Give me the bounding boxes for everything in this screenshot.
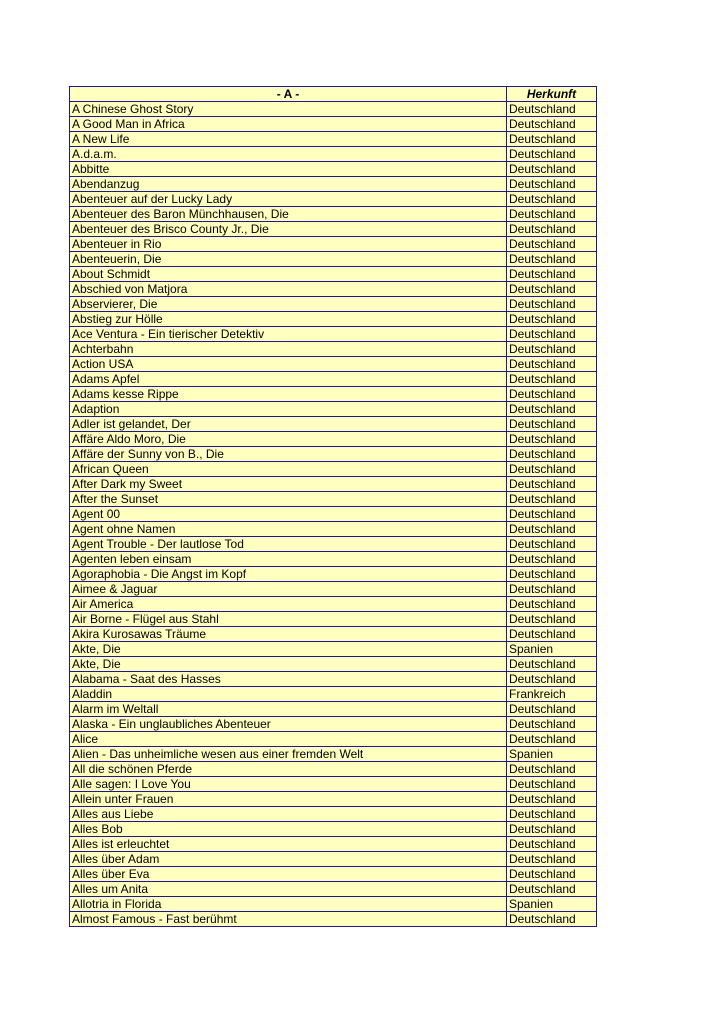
origin-cell: Deutschland: [507, 657, 597, 672]
table-row: [70, 492, 597, 507]
origin-cell: Deutschland: [507, 222, 597, 237]
film-title-cell: Agoraphobia - Die Angst im Kopf: [70, 567, 507, 582]
film-title-cell: Aimee & Jaguar: [70, 582, 507, 597]
table-row: [70, 372, 597, 387]
film-title-cell: Alabama - Saat des Hasses: [70, 672, 507, 687]
table-row: [70, 252, 597, 267]
film-title-cell: Adams Apfel: [70, 372, 507, 387]
table-row: [70, 357, 597, 372]
film-title-cell: Allein unter Frauen: [70, 792, 507, 807]
film-title-cell: Agent Trouble - Der lautlose Tod: [70, 537, 507, 552]
table-row: [70, 552, 597, 567]
table-row: [70, 717, 597, 732]
table-row: [70, 537, 597, 552]
table-row: [70, 867, 597, 882]
film-title-cell: Akte, Die: [70, 642, 507, 657]
film-title-cell: Alle sagen: I Love You: [70, 777, 507, 792]
film-title-cell: Alice: [70, 732, 507, 747]
table-row: [70, 762, 597, 777]
origin-cell: Deutschland: [507, 807, 597, 822]
film-title-cell: Alles um Anita: [70, 882, 507, 897]
origin-cell: Deutschland: [507, 297, 597, 312]
origin-cell: Deutschland: [507, 777, 597, 792]
film-title-cell: Alles über Adam: [70, 852, 507, 867]
origin-cell: Spanien: [507, 642, 597, 657]
origin-cell: Deutschland: [507, 282, 597, 297]
film-title-cell: Agent ohne Namen: [70, 522, 507, 537]
origin-cell: Deutschland: [507, 192, 597, 207]
film-title-cell: Abschied von Matjora: [70, 282, 507, 297]
origin-cell: Deutschland: [507, 327, 597, 342]
table-row: [70, 207, 597, 222]
origin-cell: Deutschland: [507, 237, 597, 252]
film-title-cell: Achterbahn: [70, 342, 507, 357]
table-row: [70, 267, 597, 282]
table-row: [70, 642, 597, 657]
film-title-cell: Adams kesse Rippe: [70, 387, 507, 402]
film-title-cell: Akira Kurosawas Träume: [70, 627, 507, 642]
origin-cell: Deutschland: [507, 372, 597, 387]
film-title-cell: Action USA: [70, 357, 507, 372]
origin-cell: Deutschland: [507, 582, 597, 597]
table-row: [70, 777, 597, 792]
film-title-cell: Agent 00: [70, 507, 507, 522]
origin-cell: Deutschland: [507, 537, 597, 552]
film-title-cell: A Good Man in Africa: [70, 117, 507, 132]
header-title-column: - A -: [70, 87, 507, 102]
table-row: [70, 447, 597, 462]
table-row: [70, 102, 597, 117]
table-row: [70, 312, 597, 327]
table-row: [70, 897, 597, 912]
film-title-cell: Abenteuer des Brisco County Jr., Die: [70, 222, 507, 237]
table-row: [70, 462, 597, 477]
film-title-cell: Akte, Die: [70, 657, 507, 672]
film-title-cell: Allotria in Florida: [70, 897, 507, 912]
origin-cell: Deutschland: [507, 597, 597, 612]
film-title-cell: A Chinese Ghost Story: [70, 102, 507, 117]
origin-cell: Deutschland: [507, 252, 597, 267]
table-row: [70, 852, 597, 867]
origin-cell: Deutschland: [507, 792, 597, 807]
film-title-cell: Abenteuer in Rio: [70, 237, 507, 252]
origin-cell: Deutschland: [507, 567, 597, 582]
table-row: [70, 132, 597, 147]
film-title-cell: Abbitte: [70, 162, 507, 177]
film-title-cell: After the Sunset: [70, 492, 507, 507]
table-row: [70, 747, 597, 762]
film-title-cell: All die schönen Pferde: [70, 762, 507, 777]
table-row: [70, 477, 597, 492]
table-row: [70, 297, 597, 312]
film-title-cell: Alarm im Weltall: [70, 702, 507, 717]
origin-cell: Deutschland: [507, 357, 597, 372]
film-title-cell: Abenteuer des Baron Münchhausen, Die: [70, 207, 507, 222]
table-row: [70, 117, 597, 132]
table-row: [70, 387, 597, 402]
origin-cell: Deutschland: [507, 522, 597, 537]
origin-cell: Deutschland: [507, 702, 597, 717]
origin-cell: Deutschland: [507, 267, 597, 282]
film-title-cell: Affäre Aldo Moro, Die: [70, 432, 507, 447]
origin-cell: Deutschland: [507, 492, 597, 507]
table-row: [70, 567, 597, 582]
origin-cell: Deutschland: [507, 387, 597, 402]
origin-cell: Deutschland: [507, 612, 597, 627]
film-title-cell: Abendanzug: [70, 177, 507, 192]
film-title-cell: Aladdin: [70, 687, 507, 702]
table-row: [70, 912, 597, 927]
table-row: [70, 522, 597, 537]
film-title-cell: Abservierer, Die: [70, 297, 507, 312]
table-row: [70, 237, 597, 252]
film-title-cell: Abenteuerin, Die: [70, 252, 507, 267]
table-body: [70, 102, 597, 927]
origin-cell: Deutschland: [507, 507, 597, 522]
table-row: [70, 882, 597, 897]
origin-cell: Deutschland: [507, 432, 597, 447]
origin-cell: Deutschland: [507, 732, 597, 747]
film-title-cell: Alles ist erleuchtet: [70, 837, 507, 852]
table-row: [70, 402, 597, 417]
origin-cell: Deutschland: [507, 312, 597, 327]
film-title-cell: Air America: [70, 597, 507, 612]
table-row: [70, 147, 597, 162]
film-title-cell: After Dark my Sweet: [70, 477, 507, 492]
table-row: [70, 672, 597, 687]
table-row: [70, 417, 597, 432]
table-row: [70, 177, 597, 192]
film-title-cell: About Schmidt: [70, 267, 507, 282]
film-title-cell: Affäre der Sunny von B., Die: [70, 447, 507, 462]
table-row: [70, 792, 597, 807]
film-title-cell: Alles aus Liebe: [70, 807, 507, 822]
origin-cell: Deutschland: [507, 177, 597, 192]
table-row: [70, 222, 597, 237]
table-row: [70, 162, 597, 177]
film-title-cell: Agenten leben einsam: [70, 552, 507, 567]
origin-cell: Deutschland: [507, 207, 597, 222]
film-title-cell: Alien - Das unheimliche wesen aus einer fremden Welt: [70, 747, 507, 762]
origin-cell: Deutschland: [507, 162, 597, 177]
table-row: [70, 837, 597, 852]
origin-cell: Deutschland: [507, 462, 597, 477]
origin-cell: Deutschland: [507, 342, 597, 357]
table-row: [70, 597, 597, 612]
origin-cell: Deutschland: [507, 912, 597, 927]
origin-cell: Deutschland: [507, 762, 597, 777]
table-row: [70, 822, 597, 837]
origin-cell: Deutschland: [507, 447, 597, 462]
table-row: [70, 627, 597, 642]
film-title-cell: Alles über Eva: [70, 867, 507, 882]
origin-cell: Deutschland: [507, 132, 597, 147]
table-row: [70, 612, 597, 627]
header-origin-column: Herkunft: [507, 87, 597, 102]
table-row: [70, 807, 597, 822]
film-title-cell: Air Borne - Flügel aus Stahl: [70, 612, 507, 627]
film-title-cell: Abenteuer auf der Lucky Lady: [70, 192, 507, 207]
origin-cell: Deutschland: [507, 102, 597, 117]
origin-cell: Deutschland: [507, 477, 597, 492]
film-list-table: [69, 86, 597, 927]
film-title-cell: Adaption: [70, 402, 507, 417]
film-title-cell: Alaska - Ein unglaubliches Abenteuer: [70, 717, 507, 732]
film-title-cell: A New Life: [70, 132, 507, 147]
origin-cell: Deutschland: [507, 147, 597, 162]
table-row: [70, 282, 597, 297]
header-row: [70, 87, 597, 102]
origin-cell: Deutschland: [507, 822, 597, 837]
table-row: [70, 507, 597, 522]
origin-cell: Spanien: [507, 897, 597, 912]
film-title-cell: African Queen: [70, 462, 507, 477]
table-row: [70, 687, 597, 702]
origin-cell: Deutschland: [507, 882, 597, 897]
origin-cell: Deutschland: [507, 852, 597, 867]
table-row: [70, 192, 597, 207]
origin-cell: Deutschland: [507, 402, 597, 417]
origin-cell: Deutschland: [507, 837, 597, 852]
film-title-cell: A.d.a.m.: [70, 147, 507, 162]
table-row: [70, 327, 597, 342]
origin-cell: Spanien: [507, 747, 597, 762]
table-row: [70, 432, 597, 447]
origin-cell: Frankreich: [507, 687, 597, 702]
film-title-cell: Ace Ventura - Ein tierischer Detektiv: [70, 327, 507, 342]
origin-cell: Deutschland: [507, 552, 597, 567]
origin-cell: Deutschland: [507, 627, 597, 642]
origin-cell: Deutschland: [507, 672, 597, 687]
table-row: [70, 342, 597, 357]
film-title-cell: Almost Famous - Fast berühmt: [70, 912, 507, 927]
table-row: [70, 657, 597, 672]
origin-cell: Deutschland: [507, 417, 597, 432]
film-title-cell: Abstieg zur Hölle: [70, 312, 507, 327]
film-title-cell: Adler ist gelandet, Der: [70, 417, 507, 432]
origin-cell: Deutschland: [507, 117, 597, 132]
origin-cell: Deutschland: [507, 867, 597, 882]
film-title-cell: Alles Bob: [70, 822, 507, 837]
origin-cell: Deutschland: [507, 717, 597, 732]
table-row: [70, 732, 597, 747]
table-row: [70, 702, 597, 717]
table-row: [70, 582, 597, 597]
